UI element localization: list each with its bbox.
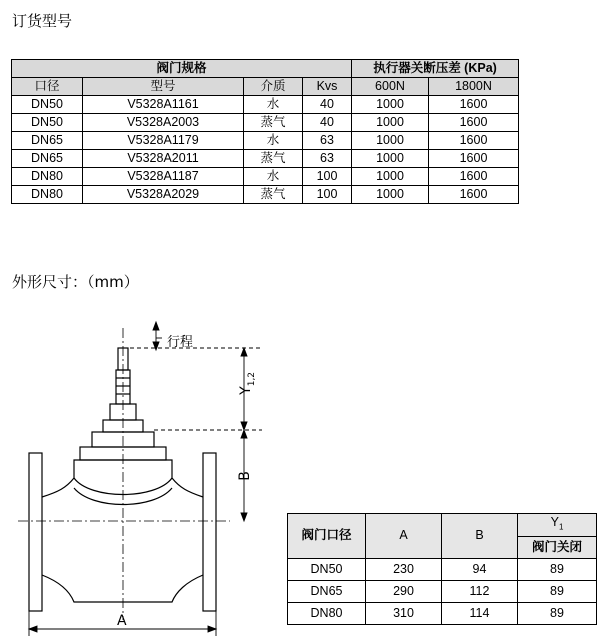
cell: 63 xyxy=(303,132,352,150)
table-row xyxy=(288,558,597,580)
cell: V5328A1187 xyxy=(83,168,244,186)
cell: DN80 xyxy=(12,186,83,204)
a-dimension-label: A xyxy=(117,613,127,629)
cell: 水 xyxy=(244,168,303,186)
cell: 蒸气 xyxy=(244,150,303,168)
col-header-b: B xyxy=(442,514,518,559)
cell: 1000 xyxy=(352,132,429,150)
cell: DN50 xyxy=(12,114,83,132)
cell: DN65 xyxy=(12,150,83,168)
col-header: 型号 xyxy=(83,78,244,96)
col-header: 600N xyxy=(352,78,429,96)
cell: 100 xyxy=(303,168,352,186)
left-flange xyxy=(29,453,42,611)
cell: 89 xyxy=(518,602,597,624)
cell: 1000 xyxy=(352,96,429,114)
group-valve-spec: 阀门规格 xyxy=(12,60,352,78)
cell: 100 xyxy=(303,186,352,204)
cell: V5328A2011 xyxy=(83,150,244,168)
col-header-size: 阀门口径 xyxy=(288,514,366,559)
y-header-label: Y xyxy=(550,515,559,529)
col-header: Kvs xyxy=(303,78,352,96)
cell: DN65 xyxy=(288,580,366,602)
cell: 1000 xyxy=(352,168,429,186)
col-header-a: A xyxy=(366,514,442,559)
cell: 1000 xyxy=(352,186,429,204)
cell: 40 xyxy=(303,96,352,114)
order-table xyxy=(11,59,519,204)
table-row xyxy=(288,580,597,602)
cell: DN50 xyxy=(12,96,83,114)
table-row xyxy=(12,114,519,132)
cell: 水 xyxy=(244,132,303,150)
y-dimension-label xyxy=(238,372,257,395)
cell: 1600 xyxy=(429,114,519,132)
cell: 94 xyxy=(442,558,518,580)
cell: 1000 xyxy=(352,150,429,168)
cell: DN65 xyxy=(12,132,83,150)
order-title: 订货型号 xyxy=(12,12,73,30)
table-row xyxy=(12,150,519,168)
cell: V5328A2003 xyxy=(83,114,244,132)
cell: DN80 xyxy=(12,168,83,186)
cell: 水 xyxy=(244,96,303,114)
table-row xyxy=(12,132,519,150)
cell: 89 xyxy=(518,558,597,580)
dimensions-table xyxy=(287,513,597,625)
valve-body-top xyxy=(42,460,203,497)
cell: 63 xyxy=(303,150,352,168)
cell: V5328A1179 xyxy=(83,132,244,150)
cell: 230 xyxy=(366,558,442,580)
table-row xyxy=(12,168,519,186)
col-header-valve-closed: 阀门关闭 xyxy=(518,536,597,558)
cell: 1600 xyxy=(429,186,519,204)
cell: 蒸气 xyxy=(244,114,303,132)
cell: V5328A1161 xyxy=(83,96,244,114)
col-header-y xyxy=(518,514,597,537)
cell: DN80 xyxy=(288,602,366,624)
cell: 1600 xyxy=(429,96,519,114)
valve-body-bottom xyxy=(42,575,203,602)
right-flange xyxy=(203,453,216,611)
y-label-sub: 1,2 xyxy=(246,371,257,387)
cell: 114 xyxy=(442,602,518,624)
y-label: Y xyxy=(238,386,255,395)
table-row xyxy=(288,602,597,624)
cell: 290 xyxy=(366,580,442,602)
col-header: 介质 xyxy=(244,78,303,96)
valve-drawing xyxy=(0,320,285,642)
stroke-label: 行程 xyxy=(167,335,194,350)
cell: 1600 xyxy=(429,150,519,168)
cell: 112 xyxy=(442,580,518,602)
cell: 40 xyxy=(303,114,352,132)
y-header-sub: 1 xyxy=(558,522,564,532)
table-row xyxy=(12,96,519,114)
table-row xyxy=(12,186,519,204)
cell: DN50 xyxy=(288,558,366,580)
col-header: 1800N xyxy=(429,78,519,96)
b-dimension-label: B xyxy=(236,471,253,481)
cell: 1600 xyxy=(429,132,519,150)
cell: 89 xyxy=(518,580,597,602)
cell: V5328A2029 xyxy=(83,186,244,204)
group-shutoff-pressure: 执行器关断压差 (KPa) xyxy=(352,60,519,78)
cell: 1600 xyxy=(429,168,519,186)
col-header: 口径 xyxy=(12,78,83,96)
dimensions-title: 外形尺寸：（mm） xyxy=(12,273,139,291)
cell: 蒸气 xyxy=(244,186,303,204)
cell: 310 xyxy=(366,602,442,624)
cell: 1000 xyxy=(352,114,429,132)
